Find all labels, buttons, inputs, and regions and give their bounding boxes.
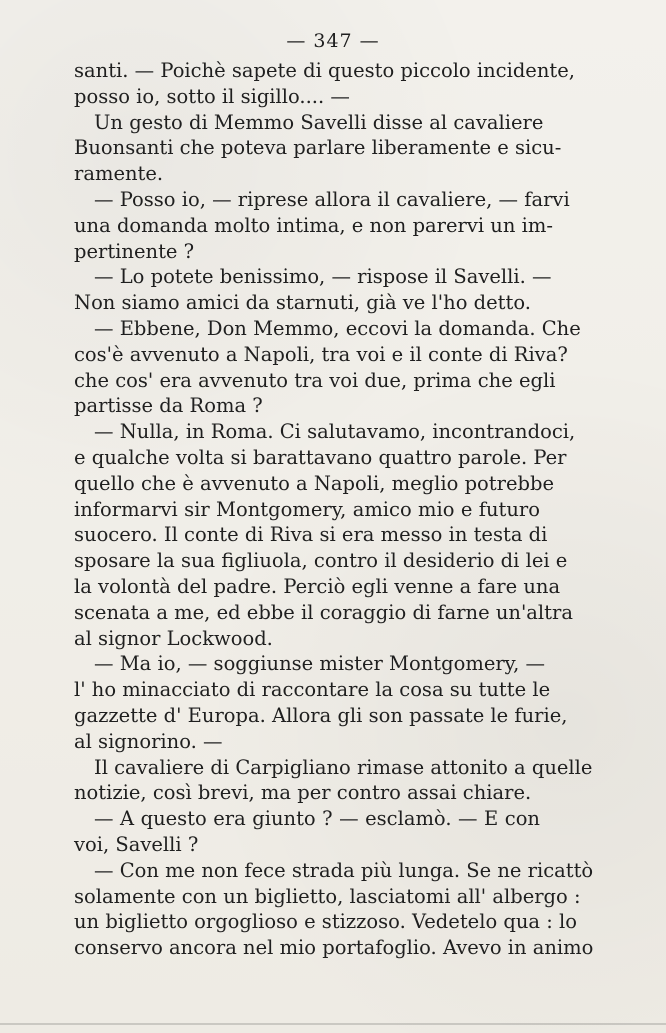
text-line: e qualche volta si barattavano quattro parole. Per: [74, 445, 567, 469]
text-line: partisse da Roma ?: [74, 394, 263, 418]
text-line: quello che è avvenuto a Napoli, meglio potrebbe: [74, 471, 554, 495]
text-line: — Posso io, — riprese allora il cavaliere, — farvi: [94, 187, 570, 211]
text-line: una domanda molto intima, e non parervi un im-: [74, 213, 553, 237]
text-line: Il cavaliere di Carpigliano rimase attonito a quelle: [94, 755, 593, 779]
text-line: al signor Lockwood.: [74, 626, 273, 650]
text-line: cos'è avvenuto a Napoli, tra voi e il conte di Riva?: [74, 342, 568, 366]
body-text: [74, 58, 594, 961]
text-line: suocero. Il conte di Riva si era messo in testa di: [74, 523, 548, 547]
text-line: — Nulla, in Roma. Ci salutavamo, incontrandoci,: [94, 420, 576, 444]
text-line: al signorino. —: [74, 729, 223, 753]
text-line: pertinente ?: [74, 239, 195, 263]
text-line: notizie, così brevi, ma per contro assai chiare.: [74, 781, 532, 805]
text-line: — Con me non fece strada più lunga. Se ne ricattò: [94, 858, 594, 882]
text-line: Buonsanti che poteva parlare liberamente e sicu-: [74, 136, 562, 160]
text-line: — Ma io, — soggiunse mister Montgomery, —: [94, 652, 546, 676]
text-line: — Ebbene, Don Memmo, eccovi la domanda. Che: [94, 316, 581, 340]
text-line: posso io, sotto il sigillo.... —: [74, 84, 350, 108]
text-line: voi, Savelli ?: [74, 832, 199, 856]
text-line: — Lo potete benissimo, — rispose il Savelli. —: [94, 265, 552, 289]
page-edge: [0, 1023, 666, 1025]
text-line: un biglietto orgoglioso e stizzoso. Vedetelo qua : lo: [74, 910, 577, 934]
text-line: ramente.: [74, 162, 164, 186]
text-line: scenata a me, ed ebbe il coraggio di farne un'altra: [74, 600, 573, 624]
page-number: — 347 —: [286, 30, 380, 52]
text-line: informarvi sir Montgomery, amico mio e futuro: [74, 497, 540, 521]
text-line: l' ho minacciato di raccontare la cosa su tutte le: [74, 678, 551, 702]
text-line: che cos' era avvenuto tra voi due, prima che egli: [74, 368, 556, 392]
text-line: solamente con un biglietto, lasciatomi all' albergo :: [74, 884, 581, 908]
text-line: sposare la sua figliuola, contro il desiderio di lei e: [74, 549, 568, 573]
text-line: — A questo era giunto ? — esclamò. — E con: [94, 807, 540, 831]
text-line: Un gesto di Memmo Savelli disse al cavaliere: [94, 110, 544, 134]
text-line: conservo ancora nel mio portafoglio. Avevo in animo: [74, 936, 594, 960]
text-line: santi. — Poichè sapete di questo piccolo incidente,: [74, 59, 575, 82]
text-line: la volontà del padre. Perciò egli venne a fare una: [74, 574, 561, 598]
text-line: gazzette d' Europa. Allora gli son passate le furie,: [74, 703, 568, 727]
text-line: Non siamo amici da starnuti, già ve l'ho detto.: [74, 291, 531, 315]
